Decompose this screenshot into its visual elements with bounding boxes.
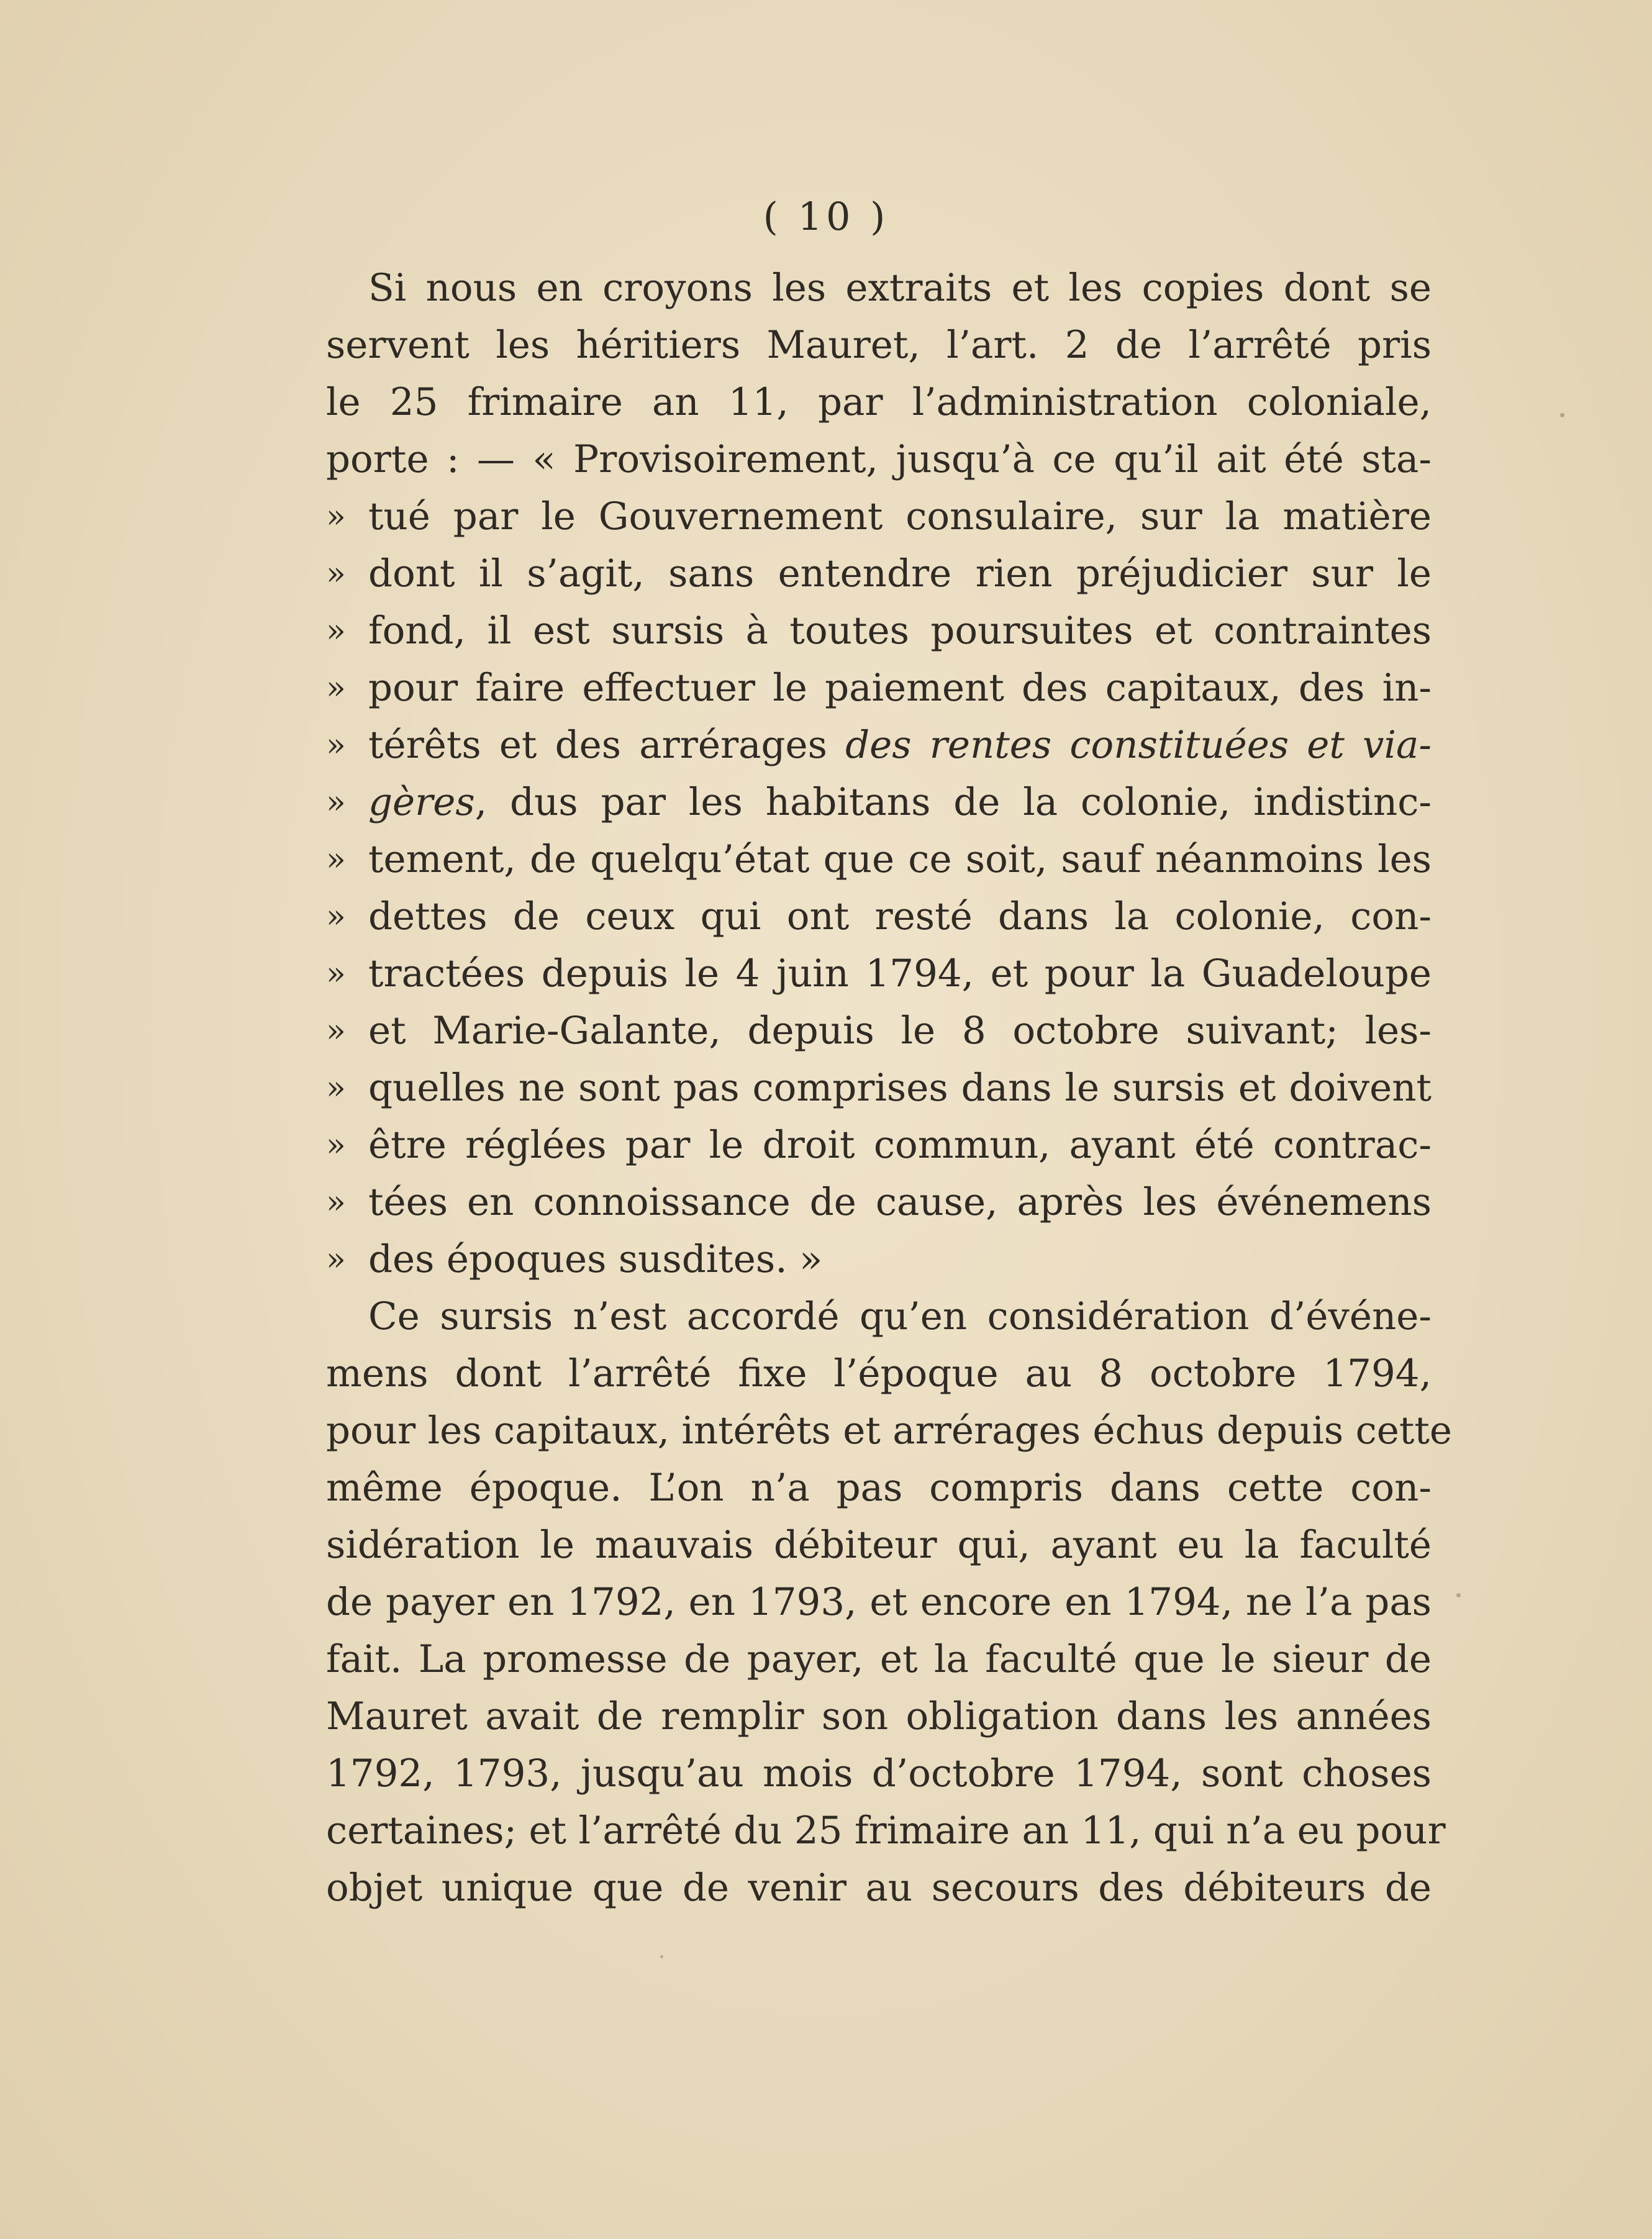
body-text	[326, 260, 1452, 1917]
line-text: Ce sursis n’est accordé qu’en considération d’événe-	[368, 1294, 1432, 1338]
line-text: tées en connoissance de cause, après les événemens	[368, 1180, 1432, 1224]
text-line	[326, 1745, 1432, 1802]
line-text: de payer en 1792, en 1793, et encore en 1794, ne l’a pas	[326, 1580, 1432, 1624]
line-text: objet unique que de venir au secours des débiteurs de	[326, 1866, 1432, 1910]
text-line	[326, 1060, 1432, 1117]
text-line	[326, 431, 1432, 488]
quote-mark: »	[326, 784, 346, 821]
text-line	[326, 1174, 1432, 1231]
line-text: mens dont l’arrêté fixe l’époque au 8 octobre 1794,	[326, 1351, 1432, 1396]
text-line	[326, 1517, 1432, 1574]
quote-mark: »	[326, 670, 346, 707]
text-line	[326, 831, 1432, 888]
text-line	[326, 1345, 1432, 1402]
text-line	[326, 660, 1432, 717]
text-line	[326, 260, 1432, 317]
line-text: fond, il est sursis à toutes poursuites et contraintes	[368, 609, 1432, 653]
line-text: le 25 frimaire an 11, par l’administration coloniale,	[326, 380, 1432, 424]
quote-mark: »	[326, 1127, 346, 1164]
line-text: pour faire effectuer le paiement des capitaux, des in-	[368, 666, 1432, 710]
line-text: sidération le mauvais débiteur qui, ayant eu la faculté	[326, 1523, 1432, 1567]
text-line	[326, 1002, 1432, 1060]
line-text: térêts et des arrérages des rentes constituées et via-	[368, 723, 1432, 767]
line-text: dettes de ceux qui ont resté dans la colonie, con-	[368, 894, 1432, 938]
line-text: dont il s’agit, sans entendre rien préjudicier sur le	[368, 552, 1432, 596]
quote-mark: »	[326, 1070, 346, 1107]
line-text: tractées depuis le 4 juin 1794, et pour la Guadeloupe	[368, 951, 1432, 996]
quote-mark: »	[326, 1012, 346, 1050]
line-text: 1792, 1793, jusqu’au mois d’octobre 1794, sont choses	[326, 1751, 1432, 1796]
page-number: ( 10 )	[763, 194, 889, 239]
paper-speck	[1456, 1593, 1461, 1597]
text-line	[326, 1460, 1432, 1517]
line-text: fait. La promesse de payer, et la faculté que le sieur de	[326, 1637, 1432, 1681]
line-text: même époque. L’on n’a pas compris dans cette con-	[326, 1466, 1432, 1510]
quote-mark: »	[326, 612, 346, 650]
quote-mark: »	[326, 727, 346, 764]
quote-mark: »	[326, 555, 346, 593]
text-line	[326, 1860, 1432, 1917]
text-line	[326, 1402, 1452, 1460]
text-line	[326, 717, 1432, 774]
line-text: servent les héritiers Mauret, l’art. 2 de l’arrêté pris	[326, 323, 1432, 367]
paper-speck	[1560, 413, 1564, 417]
line-text: Mauret avait de remplir son obligation dans les années	[326, 1694, 1432, 1738]
line-text: certaines; et l’arrêté du 25 frimaire an 11, qui n’a eu pour	[326, 1809, 1446, 1853]
line-text: être réglées par le droit commun, ayant été contrac-	[368, 1123, 1432, 1167]
line-text: porte : — « Provisoirement, jusqu’à ce qu’il ait été sta-	[326, 437, 1432, 481]
text-line	[326, 1688, 1432, 1745]
line-text: tement, de quelqu’état que ce soit, sauf néanmoins les	[368, 837, 1432, 881]
text-line	[326, 545, 1432, 602]
quote-mark: »	[326, 498, 346, 535]
quote-mark: »	[326, 1184, 346, 1221]
text-line	[326, 1631, 1432, 1688]
quote-mark: »	[326, 898, 346, 935]
text-line	[326, 1117, 1432, 1174]
text-line	[326, 1288, 1432, 1345]
line-text: gères, dus par les habitans de la colonie, indistinc-	[368, 780, 1432, 824]
text-line	[326, 888, 1432, 945]
line-text: tué par le Gouvernement consulaire, sur la matière	[368, 494, 1432, 538]
line-text: pour les capitaux, intérêts et arrérages échus depuis cette	[326, 1409, 1452, 1453]
text-line	[326, 1802, 1446, 1860]
quote-mark: »	[326, 841, 346, 878]
text-line	[326, 1574, 1432, 1631]
text-line	[326, 374, 1432, 431]
text-line	[326, 774, 1432, 831]
line-text: et Marie-Galante, depuis le 8 octobre suivant; les-	[368, 1009, 1432, 1053]
text-line	[326, 317, 1432, 374]
text-line	[326, 945, 1432, 1002]
line-text: des époques susdites. »	[368, 1237, 823, 1281]
text-line	[326, 1231, 1432, 1288]
text-line	[326, 488, 1432, 545]
paper-speck	[660, 1955, 663, 1958]
quote-mark: »	[326, 955, 346, 992]
text-line	[326, 602, 1432, 660]
line-text: quelles ne sont pas comprises dans le sursis et doivent	[368, 1066, 1432, 1110]
line-text: Si nous en croyons les extraits et les copies dont se	[368, 266, 1432, 310]
quote-mark: »	[326, 1241, 346, 1278]
